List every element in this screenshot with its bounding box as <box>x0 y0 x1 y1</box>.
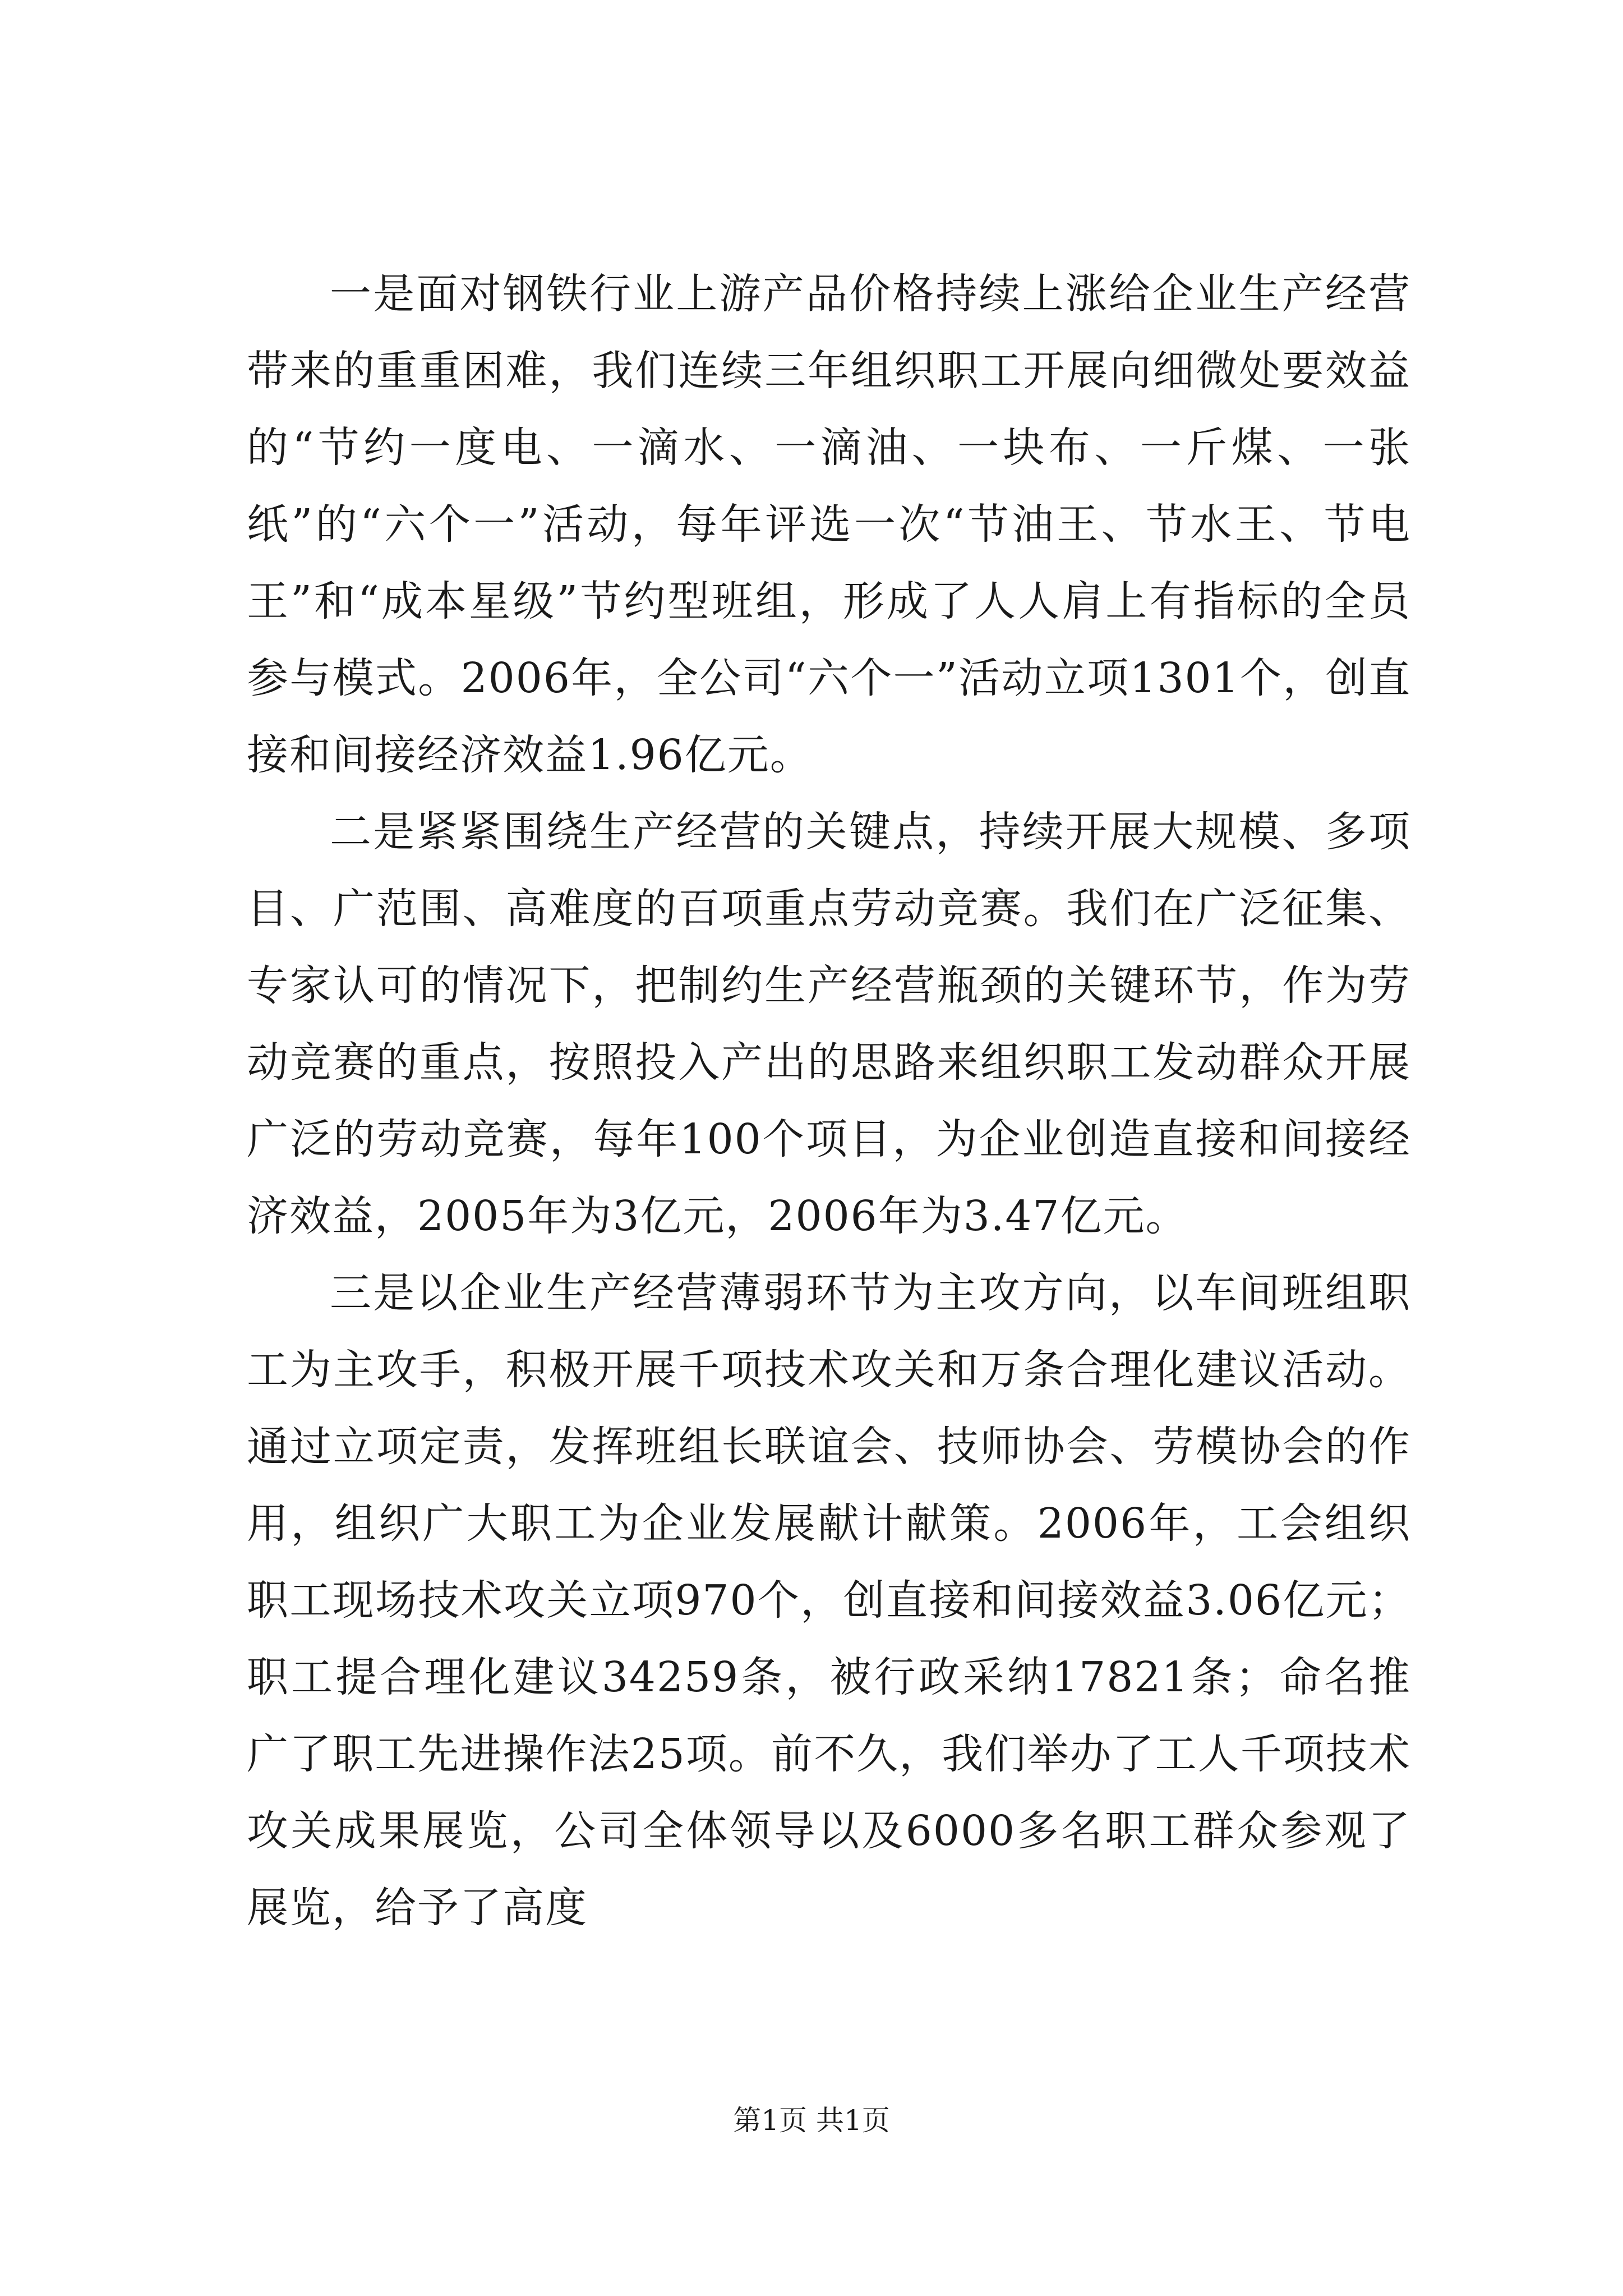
paragraph-3: 三是以企业生产经营薄弱环节为主攻方向，以车间班组职工为主攻手，积极开展千项技术攻关和万条合理化建议活动。通过立项定责，发挥班组长联谊会、技师协会、劳模协会的作用，组织广大职工为企业发展献计献策。2006年，工会组织职工现场技术攻关立项970个，创直接和间接效益3.06亿元；职工提合理化建议34259条，被行政采纳17821条；命名推广了职工先进操作法25项。前不久，我们举办了工人千项技术攻关成果展览，公司全体领导以及6000多名职工群众参观了展览，给予了高度 <box>247 1269 1411 1932</box>
page-footer: 第1页 共1页 <box>733 2104 890 2137</box>
document-body <box>247 256 1411 1947</box>
paragraph-1: 一是面对钢铁行业上游产品价格持续上涨给企业生产经营带来的重重困难，我们连续三年组织职工开展向细微处要效益的“节约一度电、一滴水、一滴油、一块布、一斤煤、一张纸”的“六个一”活动，每年评选一次“节油王、节水王、节电王”和“成本星级”节约型班组，形成了人人肩上有指标的全员参与模式。2006年，全公司“六个一”活动立项1301个，创直接和间接经济效益1.96亿元。 <box>247 270 1411 779</box>
paragraph-2: 二是紧紧围绕生产经营的关键点，持续开展大规模、多项目、广范围、高难度的百项重点劳动竞赛。我们在广泛征集、专家认可的情况下，把制约生产经营瓶颈的关键环节，作为劳动竞赛的重点，按照投入产出的思路来组织职工发动群众开展广泛的劳动竞赛，每年100个项目，为企业创造直接和间接经济效益，2005年为3亿元，2006年为3.47亿元。 <box>247 808 1411 1240</box>
